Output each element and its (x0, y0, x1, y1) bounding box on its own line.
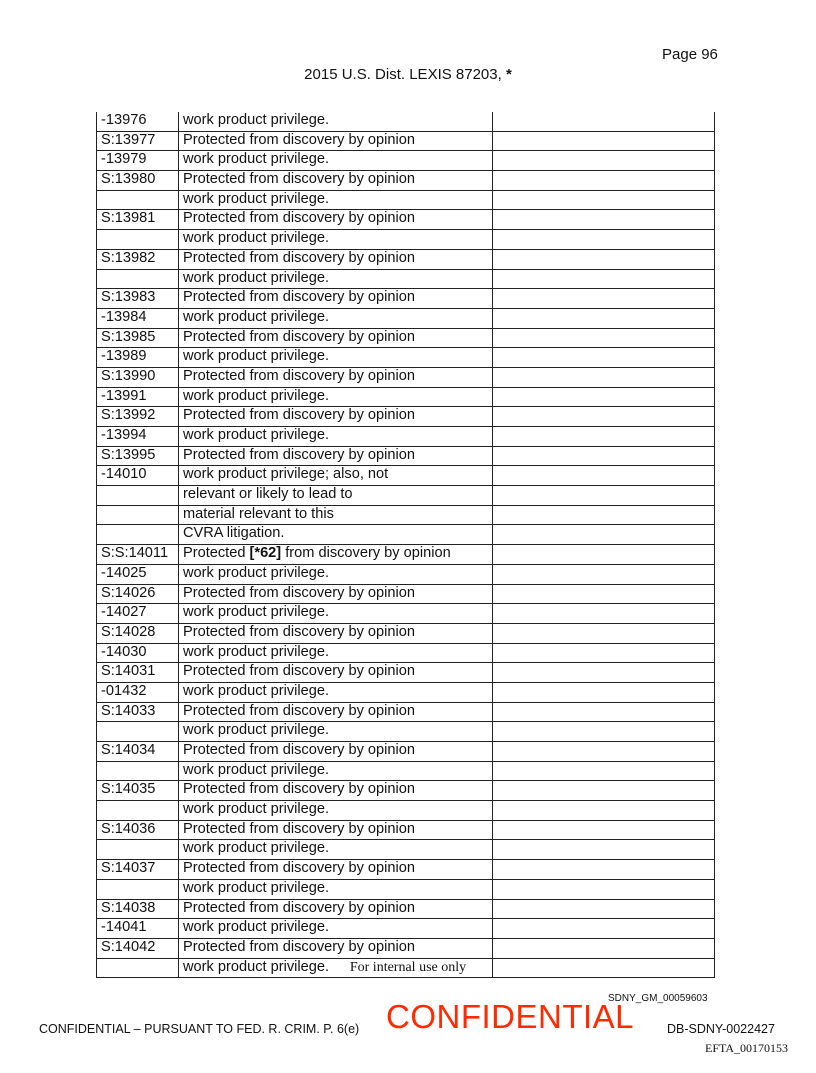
document-id-cell: S:14038 (97, 899, 179, 919)
document-id-cell (97, 505, 179, 525)
notes-cell (493, 190, 715, 210)
citation-asterisk: * (505, 66, 512, 83)
privilege-log-table (96, 112, 715, 978)
notes-cell (493, 938, 715, 958)
table-row (97, 446, 715, 466)
document-id-cell (97, 525, 179, 545)
table-row (97, 820, 715, 840)
table-row (97, 210, 715, 230)
table-row (97, 742, 715, 762)
table-row (97, 623, 715, 643)
notes-cell (493, 722, 715, 742)
notes-cell (493, 348, 715, 368)
notes-cell (493, 860, 715, 880)
table-row (97, 505, 715, 525)
document-id-cell (97, 801, 179, 821)
notes-cell (493, 702, 715, 722)
privilege-description-cell: Protected from discovery by opinion (179, 820, 493, 840)
privilege-description-cell: work product privilege. (179, 308, 493, 328)
notes-cell (493, 604, 715, 624)
document-id-cell: S:14033 (97, 702, 179, 722)
document-id-cell: -01432 (97, 682, 179, 702)
notes-cell (493, 427, 715, 447)
notes-cell (493, 564, 715, 584)
notes-cell (493, 879, 715, 899)
document-id-cell: S:14037 (97, 860, 179, 880)
privilege-description-cell: work product privilege. (179, 840, 493, 860)
document-id-cell (97, 761, 179, 781)
document-id-cell: -13976 (97, 112, 179, 131)
notes-cell (493, 919, 715, 939)
document-id-cell: S:13981 (97, 210, 179, 230)
table-row (97, 840, 715, 860)
document-id-cell: -13989 (97, 348, 179, 368)
document-id-cell (97, 486, 179, 506)
bates-number-sdny-gm: SDNY_GM_00059603 (608, 993, 708, 1004)
privilege-description-cell: work product privilege. (179, 801, 493, 821)
document-id-cell: S:13992 (97, 407, 179, 427)
document-id-cell: S:14031 (97, 663, 179, 683)
table-row (97, 722, 715, 742)
notes-cell (493, 308, 715, 328)
notes-cell (493, 584, 715, 604)
document-id-cell: S:14026 (97, 584, 179, 604)
notes-cell (493, 210, 715, 230)
privilege-description-cell: work product privilege. (179, 230, 493, 250)
table-row (97, 682, 715, 702)
document-id-cell: S:14036 (97, 820, 179, 840)
table-row (97, 151, 715, 171)
notes-cell (493, 328, 715, 348)
notes-cell (493, 525, 715, 545)
document-id-cell (97, 722, 179, 742)
privilege-description-cell: work product privilege. (179, 722, 493, 742)
document-id-cell: -13994 (97, 427, 179, 447)
table-row (97, 781, 715, 801)
notes-cell (493, 820, 715, 840)
table-row (97, 230, 715, 250)
document-id-cell: S:14035 (97, 781, 179, 801)
table-row (97, 289, 715, 309)
document-id-cell: S:14028 (97, 623, 179, 643)
privilege-description-cell: work product privilege. (179, 604, 493, 624)
document-id-cell: S:13995 (97, 446, 179, 466)
privilege-description-cell: Protected from discovery by opinion (179, 328, 493, 348)
privilege-description-cell: Protected from discovery by opinion (179, 702, 493, 722)
notes-cell (493, 112, 715, 131)
document-id-cell (97, 840, 179, 860)
table-row (97, 308, 715, 328)
privilege-description-cell: work product privilege. (179, 761, 493, 781)
notes-cell (493, 131, 715, 151)
privilege-description-cell: Protected from discovery by opinion (179, 289, 493, 309)
notes-cell (493, 486, 715, 506)
privilege-description-cell: work product privilege. (179, 643, 493, 663)
document-id-cell: S:14042 (97, 938, 179, 958)
document-id-cell (97, 230, 179, 250)
table-row (97, 249, 715, 269)
privilege-description-cell: Protected from discovery by opinion (179, 899, 493, 919)
document-id-cell: -13979 (97, 151, 179, 171)
table-row (97, 899, 715, 919)
document-id-cell: -14025 (97, 564, 179, 584)
table-row (97, 348, 715, 368)
document-id-cell: S:S:14011 (97, 545, 179, 565)
document-id-cell: -13984 (97, 308, 179, 328)
notes-cell (493, 840, 715, 860)
notes-cell (493, 230, 715, 250)
document-id-cell: -13991 (97, 387, 179, 407)
notes-cell (493, 505, 715, 525)
privilege-description-cell: work product privilege. (179, 269, 493, 289)
table-row (97, 427, 715, 447)
table-row (97, 938, 715, 958)
notes-cell (493, 466, 715, 486)
table-row (97, 466, 715, 486)
table-row (97, 171, 715, 191)
privilege-description-cell: Protected from discovery by opinion (179, 742, 493, 762)
notes-cell (493, 742, 715, 762)
privilege-description-cell: Protected from discovery by opinion (179, 860, 493, 880)
notes-cell (493, 269, 715, 289)
table-row (97, 879, 715, 899)
description-text: Protected (183, 545, 246, 562)
privilege-description-cell: work product privilege. (179, 564, 493, 584)
document-id-cell: S:13982 (97, 249, 179, 269)
notes-cell (493, 682, 715, 702)
notes-cell (493, 407, 715, 427)
bates-number-db-sdny: DB-SDNY-0022427 (667, 1022, 775, 1036)
privilege-description-cell: Protected from discovery by opinion (179, 663, 493, 683)
confidential-stamp: CONFIDENTIAL (386, 998, 635, 1035)
table-row (97, 328, 715, 348)
notes-cell (493, 663, 715, 683)
star-page-reference: [*62] (249, 545, 282, 562)
notes-cell (493, 545, 715, 565)
notes-cell (493, 801, 715, 821)
description-text: from discovery by opinion (285, 545, 451, 562)
privilege-description-cell: material relevant to this (179, 505, 493, 525)
notes-cell (493, 151, 715, 171)
case-citation-header (0, 66, 816, 83)
privilege-description-cell: work product privilege. (179, 387, 493, 407)
privilege-description-cell: Protected from discovery by opinion (179, 623, 493, 643)
privilege-description-cell: work product privilege. (179, 112, 493, 131)
privilege-log-body (97, 112, 715, 978)
notes-cell (493, 899, 715, 919)
table-row (97, 663, 715, 683)
privilege-description-cell: relevant or likely to lead to (179, 486, 493, 506)
table-row (97, 407, 715, 427)
document-id-cell (97, 879, 179, 899)
privilege-description-cell: work product privilege. (179, 682, 493, 702)
document-id-cell (97, 190, 179, 210)
privilege-description-cell (179, 545, 493, 565)
notes-cell (493, 249, 715, 269)
privilege-description-cell: work product privilege. (179, 190, 493, 210)
privilege-description-cell: work product privilege. (179, 151, 493, 171)
document-id-cell: S:13985 (97, 328, 179, 348)
notes-cell (493, 446, 715, 466)
privilege-description-cell: work product privilege. (179, 427, 493, 447)
table-row (97, 545, 715, 565)
privilege-description-cell: work product privilege; also, not (179, 466, 493, 486)
privilege-description-cell: Protected from discovery by opinion (179, 446, 493, 466)
table-row (97, 190, 715, 210)
notes-cell (493, 387, 715, 407)
confidential-notice: CONFIDENTIAL – PURSUANT TO FED. R. CRIM. P. 6(e) (39, 1022, 360, 1036)
table-row (97, 112, 715, 131)
privilege-description-cell: Protected from discovery by opinion (179, 171, 493, 191)
document-id-cell: -14030 (97, 643, 179, 663)
table-row (97, 584, 715, 604)
table-row (97, 801, 715, 821)
privilege-description-cell: Protected from discovery by opinion (179, 367, 493, 387)
notes-cell (493, 781, 715, 801)
document-id-cell: S:13977 (97, 131, 179, 151)
document-id-cell: S:13980 (97, 171, 179, 191)
table-row (97, 564, 715, 584)
privilege-description-cell: CVRA litigation. (179, 525, 493, 545)
table-row (97, 367, 715, 387)
document-id-cell (97, 269, 179, 289)
table-row (97, 604, 715, 624)
table-row (97, 643, 715, 663)
document-id-cell: -14041 (97, 919, 179, 939)
privilege-description-cell: work product privilege. (179, 348, 493, 368)
document-id-cell: S:13990 (97, 367, 179, 387)
privilege-description-cell: work product privilege. (179, 958, 493, 978)
privilege-description-cell: work product privilege. (179, 919, 493, 939)
table-row (97, 761, 715, 781)
document-id-cell: S:14034 (97, 742, 179, 762)
document-id-cell: S:13983 (97, 289, 179, 309)
table-row (97, 702, 715, 722)
table-row (97, 919, 715, 939)
notes-cell (493, 761, 715, 781)
privilege-description-cell: Protected from discovery by opinion (179, 584, 493, 604)
notes-cell (493, 367, 715, 387)
page-number: Page 96 (662, 46, 718, 63)
notes-cell (493, 289, 715, 309)
notes-cell (493, 643, 715, 663)
privilege-description-cell: Protected from discovery by opinion (179, 938, 493, 958)
table-row (97, 131, 715, 151)
document-id-cell: -14027 (97, 604, 179, 624)
table-row (97, 860, 715, 880)
internal-use-note: For internal use only (349, 960, 467, 975)
privilege-description-cell: Protected from discovery by opinion (179, 131, 493, 151)
notes-cell (493, 171, 715, 191)
table-row (97, 387, 715, 407)
privilege-description-cell: Protected from discovery by opinion (179, 210, 493, 230)
privilege-description-cell: Protected from discovery by opinion (179, 249, 493, 269)
privilege-description-cell: Protected from discovery by opinion (179, 407, 493, 427)
document-id-cell: -14010 (97, 466, 179, 486)
table-row (97, 486, 715, 506)
table-row (97, 525, 715, 545)
citation-text: 2015 U.S. Dist. LEXIS 87203, (304, 66, 502, 83)
privilege-description-cell: Protected from discovery by opinion (179, 781, 493, 801)
efta-identifier: EFTA_00170153 (705, 1041, 789, 1055)
notes-cell (493, 623, 715, 643)
privilege-description-cell: work product privilege. (179, 879, 493, 899)
table-row (97, 269, 715, 289)
